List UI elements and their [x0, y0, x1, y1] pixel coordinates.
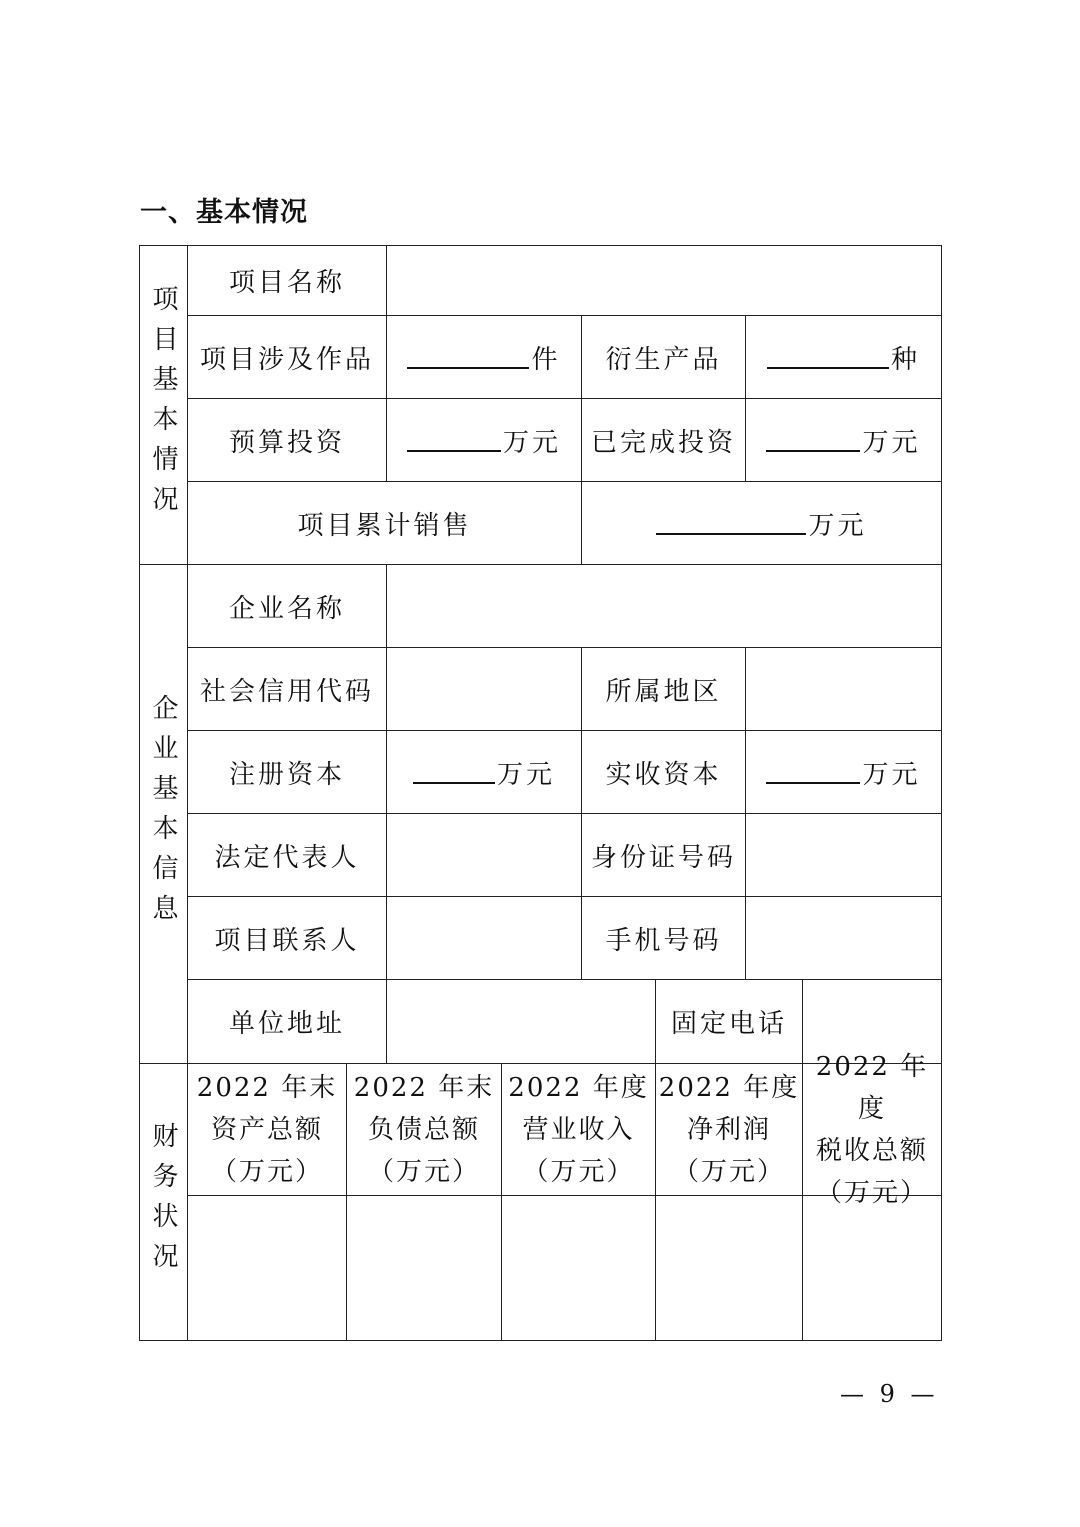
- finance-header-tax: [802, 1051, 942, 1208]
- id-number-label: 身份证号码: [581, 813, 746, 897]
- works-unit: 件: [531, 344, 561, 375]
- budget-blank[interactable]: [407, 428, 501, 452]
- finance-header-net-profit: [655, 1063, 803, 1196]
- works-blank[interactable]: [407, 345, 529, 369]
- enterprise-section-label: 企业基本信息: [139, 564, 188, 1064]
- registered-capital-blank[interactable]: [413, 760, 495, 784]
- finance-header-line: 2022 年度: [815, 1051, 929, 1124]
- paid-capital-label: 实收资本: [581, 730, 746, 814]
- budget-unit: 万元: [502, 427, 561, 458]
- budget-label: 预算投资: [187, 398, 387, 482]
- finance-header-line: （万元）: [210, 1156, 323, 1187]
- derivative-blank[interactable]: [767, 345, 889, 369]
- finance-header-line: 2022 年末: [196, 1072, 338, 1103]
- finance-header-line: （万元）: [815, 1177, 928, 1208]
- finance-header-line: 负债总额: [367, 1114, 480, 1145]
- region-field[interactable]: [745, 647, 942, 731]
- registered-capital-field[interactable]: [386, 730, 582, 814]
- finance-revenue-field[interactable]: [501, 1195, 656, 1341]
- derivative-field[interactable]: [745, 315, 942, 399]
- finance-header-liabilities: [346, 1063, 502, 1196]
- completed-unit: 万元: [862, 427, 921, 458]
- finance-header-line: （万元）: [522, 1156, 635, 1187]
- sales-label: 项目累计销售: [187, 481, 582, 565]
- credit-code-field[interactable]: [386, 647, 582, 731]
- enterprise-name-label: 企业名称: [187, 564, 387, 648]
- page-number: — 9 —: [840, 1380, 939, 1408]
- finance-header-line: （万元）: [672, 1156, 785, 1187]
- finance-liabilities-field[interactable]: [346, 1195, 502, 1341]
- finance-net-profit-field[interactable]: [655, 1195, 803, 1341]
- completed-label: 已完成投资: [581, 398, 746, 482]
- finance-tax-field[interactable]: [802, 1195, 942, 1341]
- works-field[interactable]: [386, 315, 582, 399]
- registered-capital-label: 注册资本: [187, 730, 387, 814]
- completed-blank[interactable]: [766, 428, 860, 452]
- paid-capital-field[interactable]: [745, 730, 942, 814]
- sales-field[interactable]: [581, 481, 942, 565]
- legal-rep-field[interactable]: [386, 813, 582, 897]
- sales-unit: 万元: [808, 510, 867, 541]
- paid-capital-unit: 万元: [862, 759, 921, 790]
- finance-section-label: 财务状况: [139, 1063, 188, 1341]
- contact-field[interactable]: [386, 896, 582, 980]
- legal-rep-label: 法定代表人: [187, 813, 387, 897]
- registered-capital-unit: 万元: [496, 759, 555, 790]
- mobile-field[interactable]: [745, 896, 942, 980]
- finance-header-line: 营业收入: [522, 1114, 635, 1145]
- region-label: 所属地区: [581, 647, 746, 731]
- finance-header-line: 2022 年末: [353, 1072, 495, 1103]
- project-name-field[interactable]: [386, 245, 942, 316]
- section-heading: 一、基本情况: [140, 197, 308, 228]
- finance-header-line: 资产总额: [210, 1114, 323, 1145]
- finance-header-line: 2022 年度: [508, 1072, 649, 1103]
- works-label: 项目涉及作品: [187, 315, 387, 399]
- finance-assets-field[interactable]: [187, 1195, 347, 1341]
- enterprise-name-field[interactable]: [386, 564, 942, 648]
- id-number-field[interactable]: [745, 813, 942, 897]
- contact-label: 项目联系人: [187, 896, 387, 980]
- phone-label: 固定电话: [655, 979, 803, 1064]
- paid-capital-blank[interactable]: [766, 760, 860, 784]
- finance-header-revenue: [501, 1063, 656, 1196]
- project-name-label: 项目名称: [187, 245, 387, 316]
- mobile-label: 手机号码: [581, 896, 746, 980]
- sales-blank[interactable]: [656, 511, 806, 535]
- credit-code-label: 社会信用代码: [187, 647, 387, 731]
- finance-header-line: 2022 年度: [658, 1072, 800, 1103]
- finance-header-assets: [187, 1063, 347, 1196]
- address-label: 单位地址: [187, 979, 387, 1064]
- finance-header-line: 税收总额: [815, 1135, 928, 1166]
- finance-header-line: 净利润: [686, 1114, 771, 1145]
- project-section-label: 项目基本情况: [139, 245, 188, 565]
- derivative-label: 衍生产品: [581, 315, 746, 399]
- completed-field[interactable]: [745, 398, 942, 482]
- derivative-unit: 种: [890, 344, 920, 375]
- address-field[interactable]: [386, 979, 656, 1064]
- budget-field[interactable]: [386, 398, 582, 482]
- finance-header-line: （万元）: [367, 1156, 480, 1187]
